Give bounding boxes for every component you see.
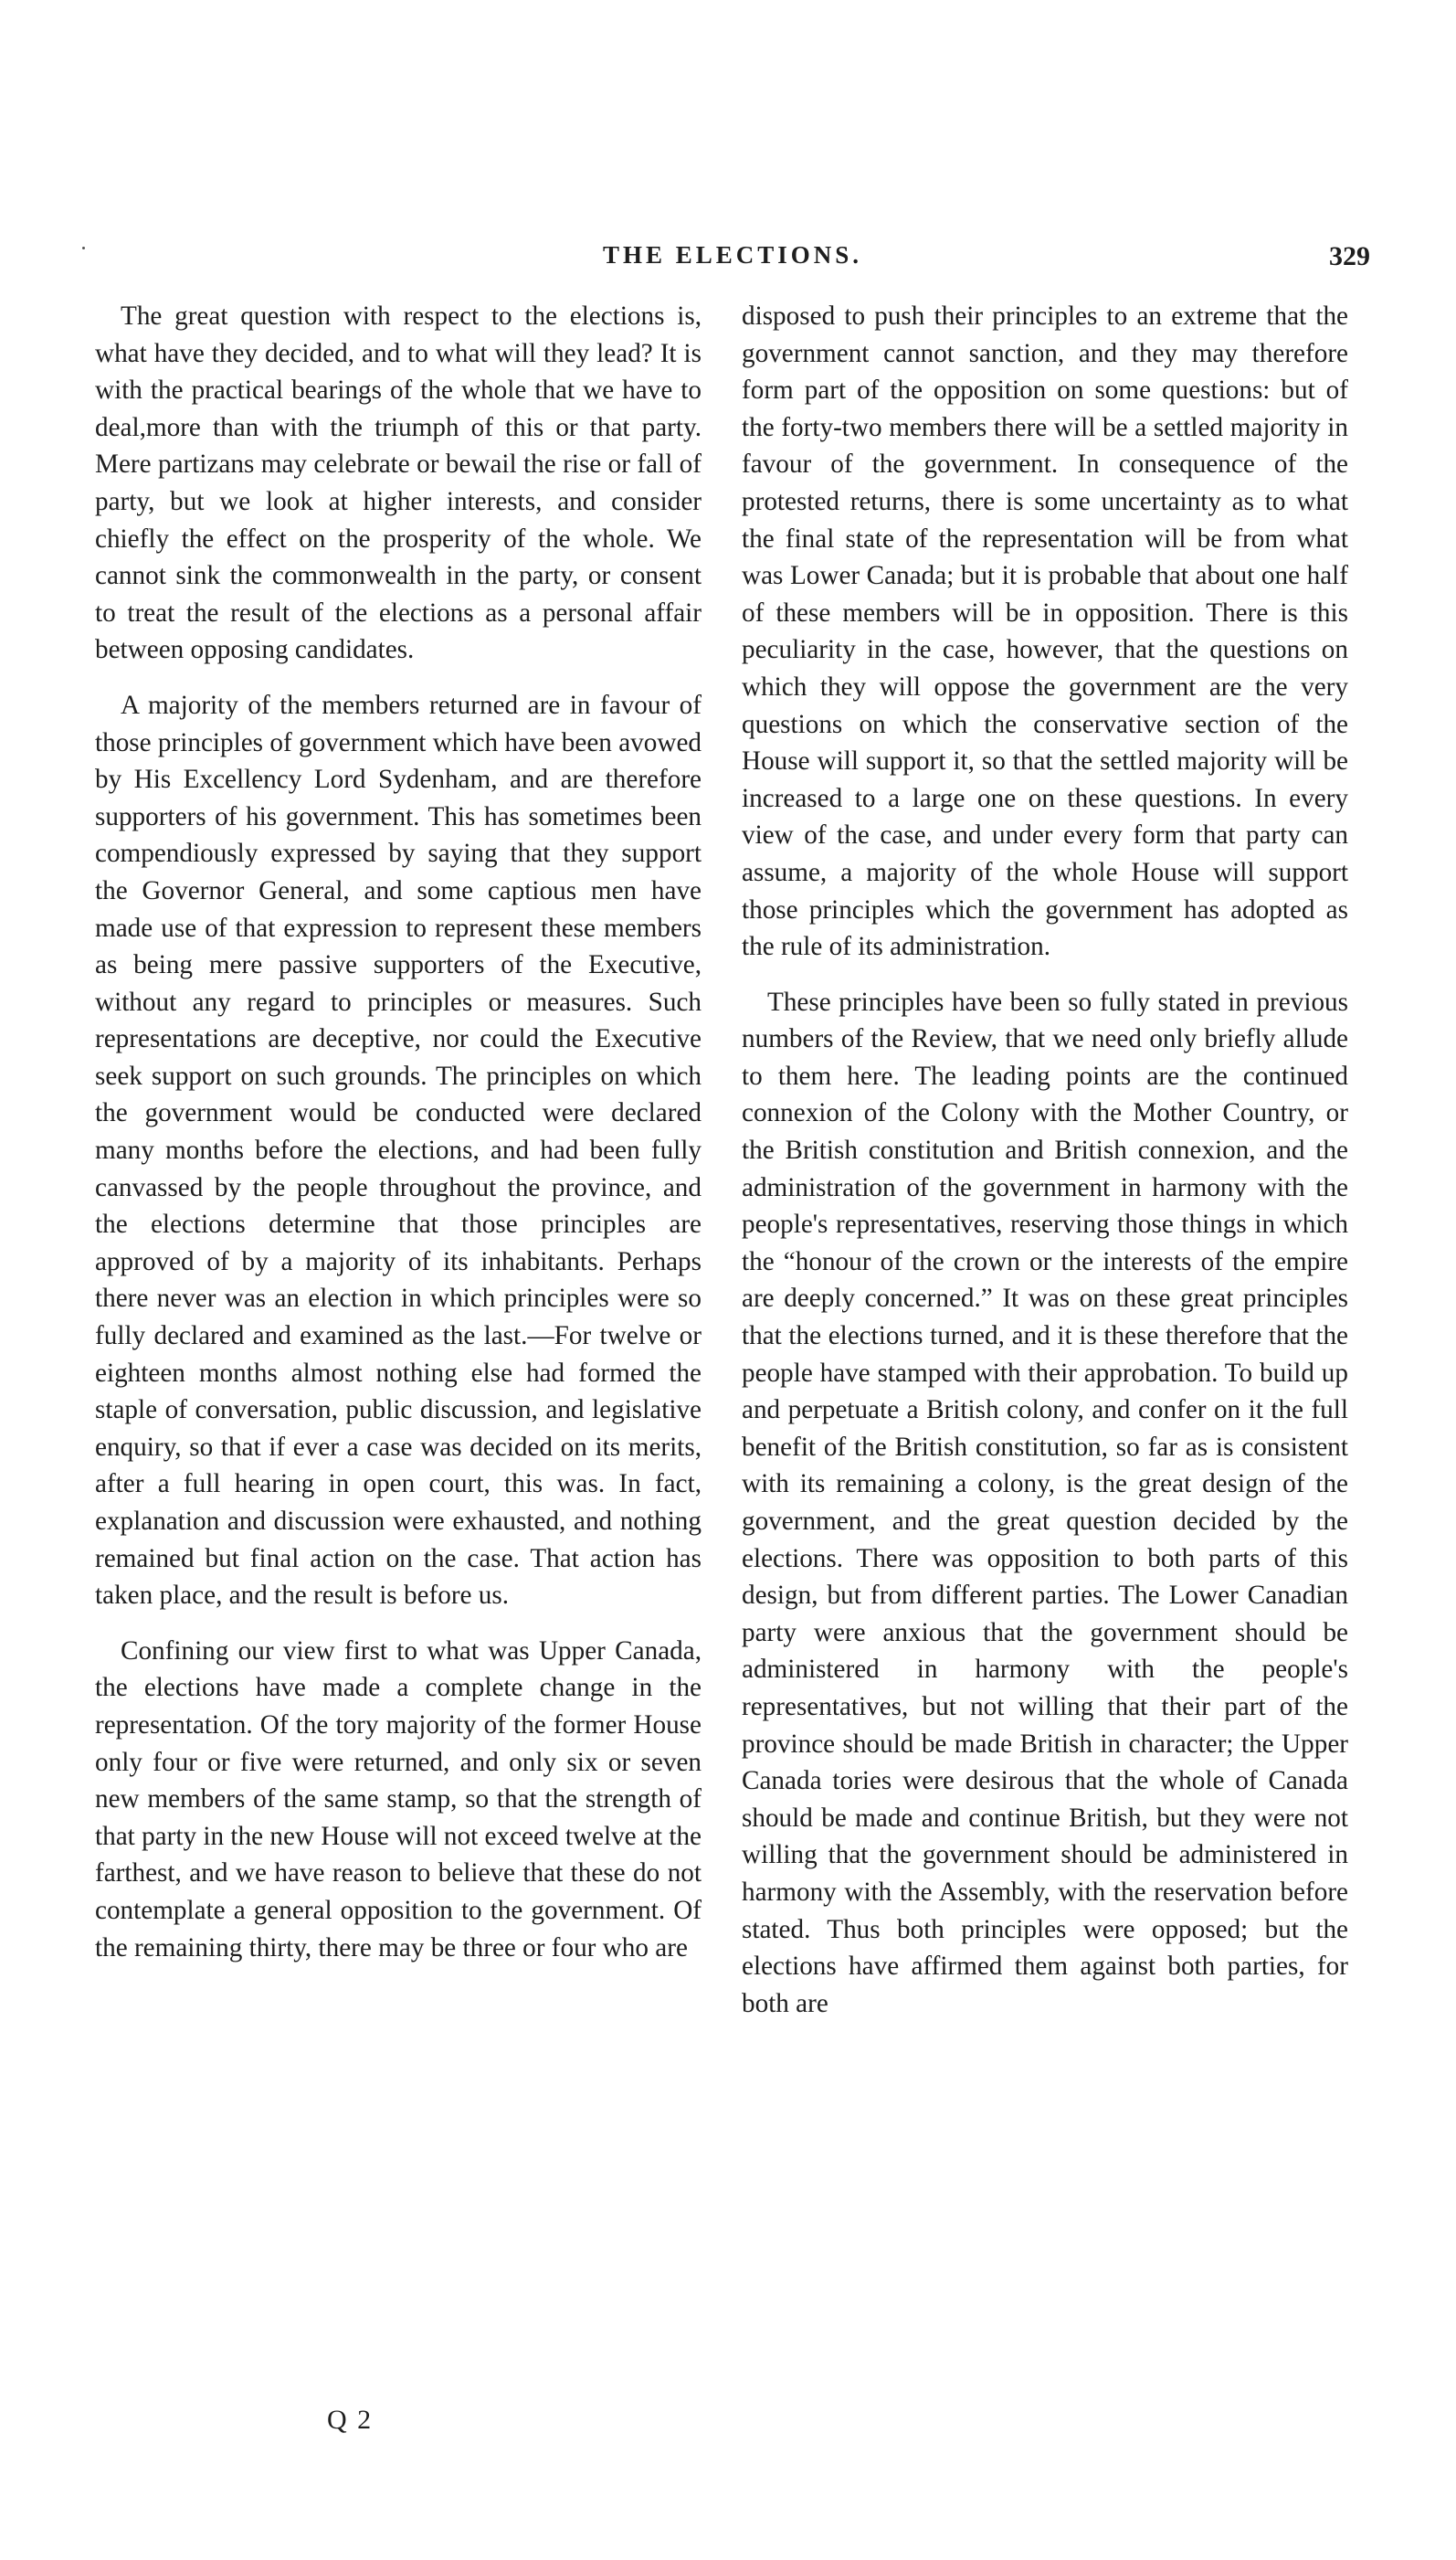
left-column (95, 298, 702, 1966)
paragraph-principles: These principles have been so fully stated in previous numbers of the Review, that we need only briefly allude to them here. The leading points are the continued connexion of the Colony with the Mother Country, or the British constitution and British connexion, and the administration of the government in harmony with the people's representatives, reserving those things in which the “honour of the crown or the interests of the empire are deeply concerned.” It was on these great principles that the elections turned, and it is these therefore that the people have stamped with their approbation. To build up and perpetuate a British colony, and confer on it the full benefit of the British constitution, so far as is consistent with its remaining a colony, is the great design of the government, and the great question decided by the elections. There was opposition to both parts of this design, but from different parties. The Lower Canadian party were anxious that the government should be administered in harmony with the people's representatives, but not willing that their part of the province should be made British in character; the Upper Canada tories were desirous that the whole of Canada should be made and continue British, but they were not willing that the government should be administered in harmony with the Assembly, with the reservation before stated. Thus both principles were opposed; but the elections have affirmed them against both parties, for both are (742, 987, 1348, 2018)
page-number: 329 (1329, 241, 1370, 271)
paragraph-continuation: disposed to push their principles to an extreme that the government cannot sanction, and they may therefore form part of the opposition on some questions: but of the forty-two members there will be a settled majority in favour of the government. In consequence of the protested returns, there is some uncertainty as to what the final state of the representation will be from what was Lower Canada; but it is probable that about one half of these members will be in opposition. There is this peculiarity in the case, however, that the questions on which they will oppose the government are the very questions on which the conservative section of the House will support it, so that the settled majority will be increased to a large one on these questions. In every view of the case, and under every form that party can assume, a majority of the whole House will support those principles which the government has adopted as the rule of its administration. (742, 301, 1348, 962)
right-column (742, 298, 1348, 2022)
signature-mark: Q 2 (327, 2405, 374, 2435)
paragraph-majority-members: A majority of the members returned are in favour of those principles of government which have been avowed by His Excellency Lord Sydenham, and are therefore supporters of his government. This has sometimes been compendiously expressed by saying that they support the Governor General, and some captious men have made use of that expression to represent these members as being mere passive supporters of the Executive, without any regard to principles or measures. Such representations are deceptive, nor could the Executive seek support on such grounds. The principles on which the government would be conducted were declared many months before the elections, and had been fully canvassed by the people throughout the province, and the elections determine that those principles are approved of by a majority of its inhabitants. Perhaps there never was an election in which principles were so fully declared and examined as the last.—For twelve or eighteen months almost nothing else had formed the staple of conversation, public discussion, and legislative enquiry, so that if ever a case was decided on its merits, after a full hearing in open court, this was. In fact, explanation and discussion were exhausted, and nothing remained but final action on the case. That action has taken place, and the result is before us. (95, 690, 702, 1611)
ink-speck (82, 247, 85, 249)
running-title: THE ELECTIONS. (602, 241, 863, 269)
paragraph-great-question: The great question with respect to the elections is, what have they decided, and to what will they lead? It is with the practical bearings of the whole that we have to deal,more than with the triumph of this or that party. Mere partizans may celebrate or bewail the rise or fall of party, but we look at higher interests, and consider chiefly the effect on the prosperity of the whole. We cannot sink the commonwealth in the party, or consent to treat the result of the elections as a personal affair between opposing candidates. (95, 301, 702, 665)
running-head (95, 241, 1370, 278)
paragraph-upper-canada: Confining our view first to what was Upper Canada, the elections have made a complete change in the representation. Of the tory majority of the former House only four or five were returned, and only six or seven new members of the same stamp, so that the strength of that party in the new House will not exceed twelve at the farthest, and we have reason to believe that these do not contemplate a general opposition to the government. Of the remaining thirty, there may be three or four who are (95, 1635, 702, 1962)
